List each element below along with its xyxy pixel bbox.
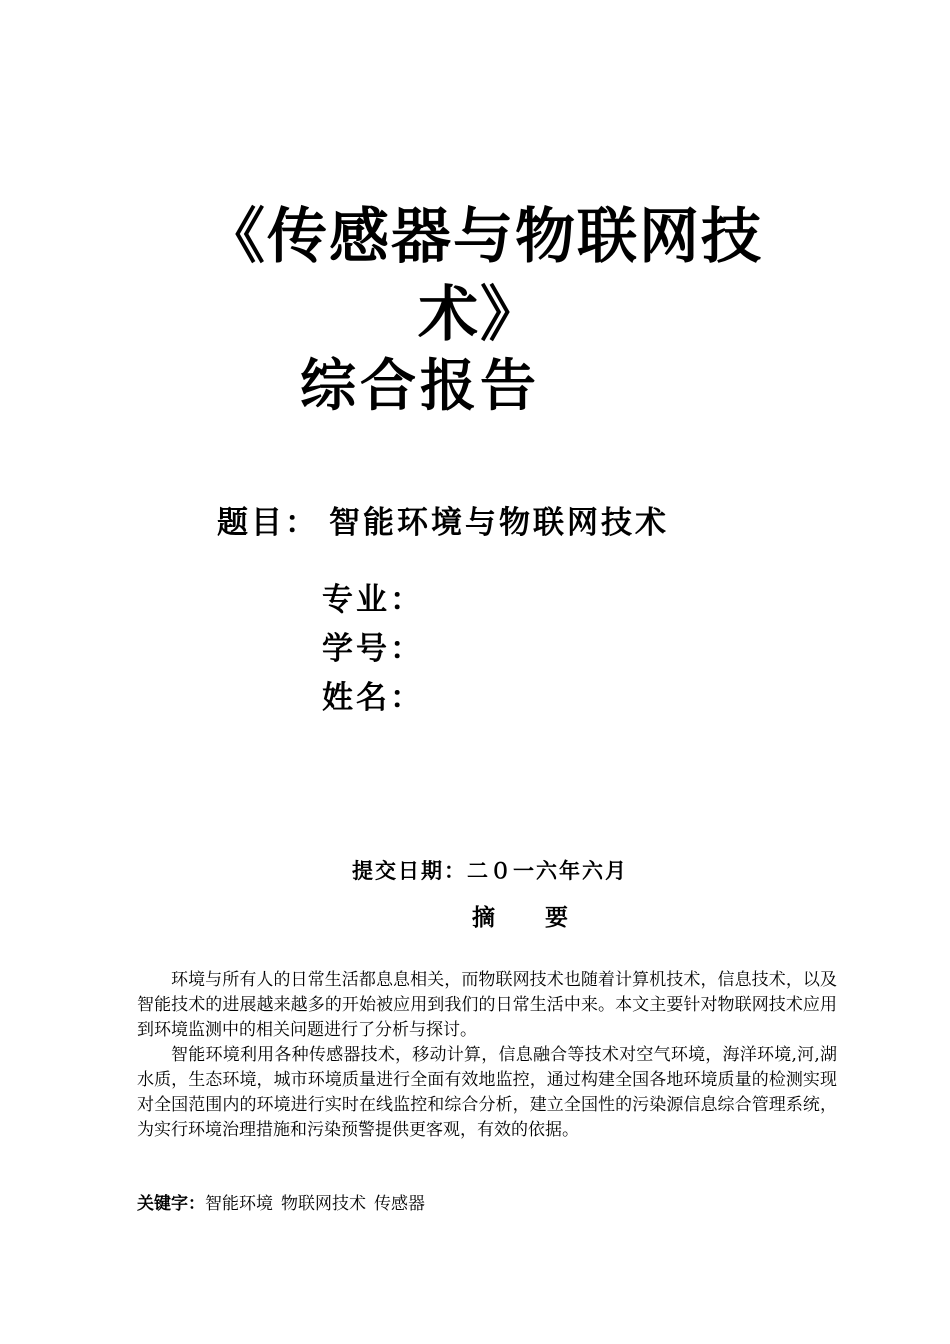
report-title-line-1: 《传感器与物联网技 [205,202,763,272]
student-id-label: 学号： [322,631,424,667]
abstract-heading-part-1: 摘 [472,905,495,931]
abstract-body [137,968,837,1143]
keywords-line [137,1192,433,1217]
date-label: 提交日期： [352,859,467,883]
submission-date [352,856,628,886]
abstract-heading [472,901,568,935]
report-title-line-3: 综合报告 [300,354,540,419]
subject-label: 题目： [217,505,319,541]
name-label: 姓名： [322,680,424,716]
subject-value: 智能环境与物联网技术 [329,505,669,541]
subject-row [217,503,669,543]
report-title-line-2: 术》 [418,280,542,350]
keywords-label: 关键字： [137,1194,205,1214]
abstract-heading-part-2: 要 [545,905,568,931]
major-label: 专业： [322,582,424,618]
abstract-paragraph: 环境与所有人的日常生活都息息相关，而物联网技术也随着计算机技术，信息技术，以及智能技术的进展越来越多的开始被应用到我们的日常生活中来。本文主要针对物联网技术应用到环境监测中的相关问题进行了分析与探讨。 [137,970,837,1040]
keyword: 物联网技术 [281,1194,366,1214]
abstract-paragraph: 智能环境利用各种传感器技术，移动计算，信息融合等技术对空气环境，海洋环境,河,湖水质，生态环境，城市环境质量进行全面有效地监控，通过构建全国各地环境质量的检测实现对全国范围内的环境进行实时在线监控和综合分析，建立全国性的污染源信息综合管理系统，为实行环境治理措施和污染预警提供更客观，有效的依据。 [137,1045,837,1140]
date-value: 二０一六年六月 [467,859,628,883]
keyword: 智能环境 [205,1194,273,1214]
keyword: 传感器 [374,1194,425,1214]
